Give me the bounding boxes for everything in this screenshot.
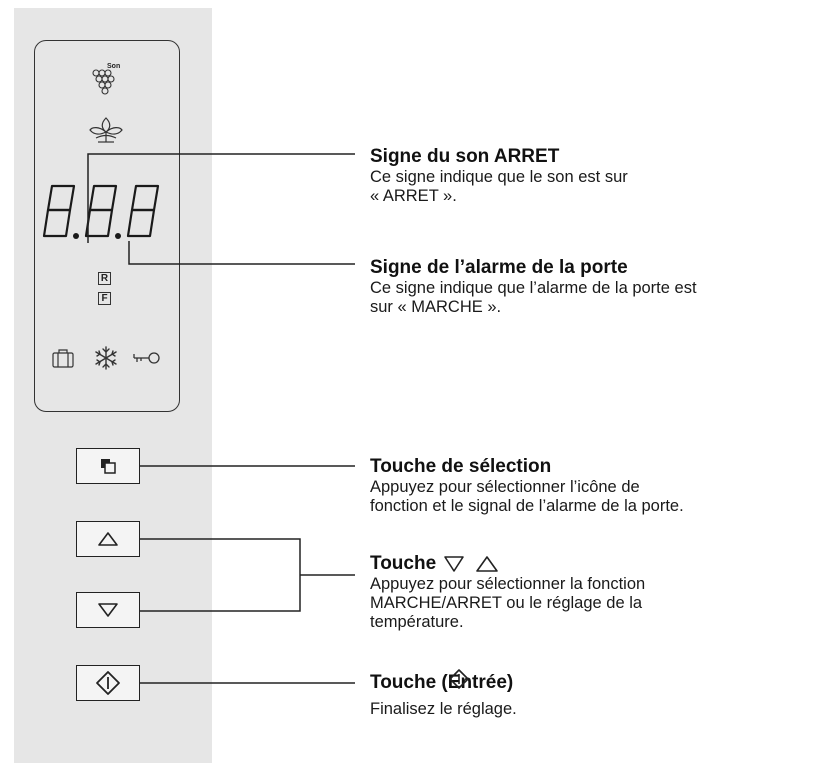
callout-select-key: [370, 456, 830, 516]
callout-updown-desc: Appuyez pour sélectionner la fonction MARCHE/ARRET ou le réglage de la température.: [370, 575, 646, 631]
triangle-up-icon: [96, 530, 120, 548]
enter-diamond-icon: [448, 668, 470, 690]
enter-button[interactable]: [76, 665, 140, 701]
callout-door-desc: Ce signe indique que l’alarme de la porte est sur « MARCHE ».: [370, 279, 697, 316]
callout-select-title: Touche de sélection: [370, 456, 552, 477]
f-indicator: F: [98, 292, 111, 305]
callout-sound-off: [370, 146, 830, 206]
triangle-down-icon: [96, 601, 120, 619]
son-label: Son: [107, 63, 121, 70]
callout-enter-desc: Finalisez le réglage.: [370, 700, 517, 718]
callout-select-desc: Appuyez pour sélectionner l’icône de fonction et le signal de l’alarme de la porte.: [370, 478, 684, 515]
r-indicator: R: [98, 272, 111, 285]
leaf-icon: [87, 114, 125, 146]
callout-door-title: Signe de l’alarme de la porte: [370, 257, 628, 278]
callout-enter-title-word: Entrée): [447, 672, 514, 693]
grape-cluster-icon: [88, 60, 122, 104]
callout-enter-title-prefix: Touche (: [370, 672, 448, 693]
callout-updown-title: Touche: [370, 553, 437, 574]
callout-enter-key: [370, 672, 830, 719]
suitcase-icon: [50, 347, 76, 369]
callout-updown-keys: [370, 553, 830, 632]
enter-diamond-icon: [95, 670, 121, 696]
up-button[interactable]: [76, 521, 140, 557]
callout-sound-desc: Ce signe indique que le son est sur « ARRET ».: [370, 168, 628, 205]
callout-updown-title-row: [370, 553, 830, 575]
snowflake-icon: [93, 345, 119, 371]
callout-enter-title-row: [370, 672, 830, 694]
down-button[interactable]: [76, 592, 140, 628]
select-button[interactable]: [76, 448, 140, 484]
callout-sound-title: Signe du son ARRET: [370, 146, 560, 167]
key-icon: [132, 350, 162, 366]
triangle-down-icon: [441, 554, 467, 574]
seven-segment-display: [38, 180, 178, 242]
select-copy-icon: [98, 456, 118, 476]
callout-door-alarm: [370, 257, 830, 317]
triangle-up-icon: [473, 554, 501, 574]
